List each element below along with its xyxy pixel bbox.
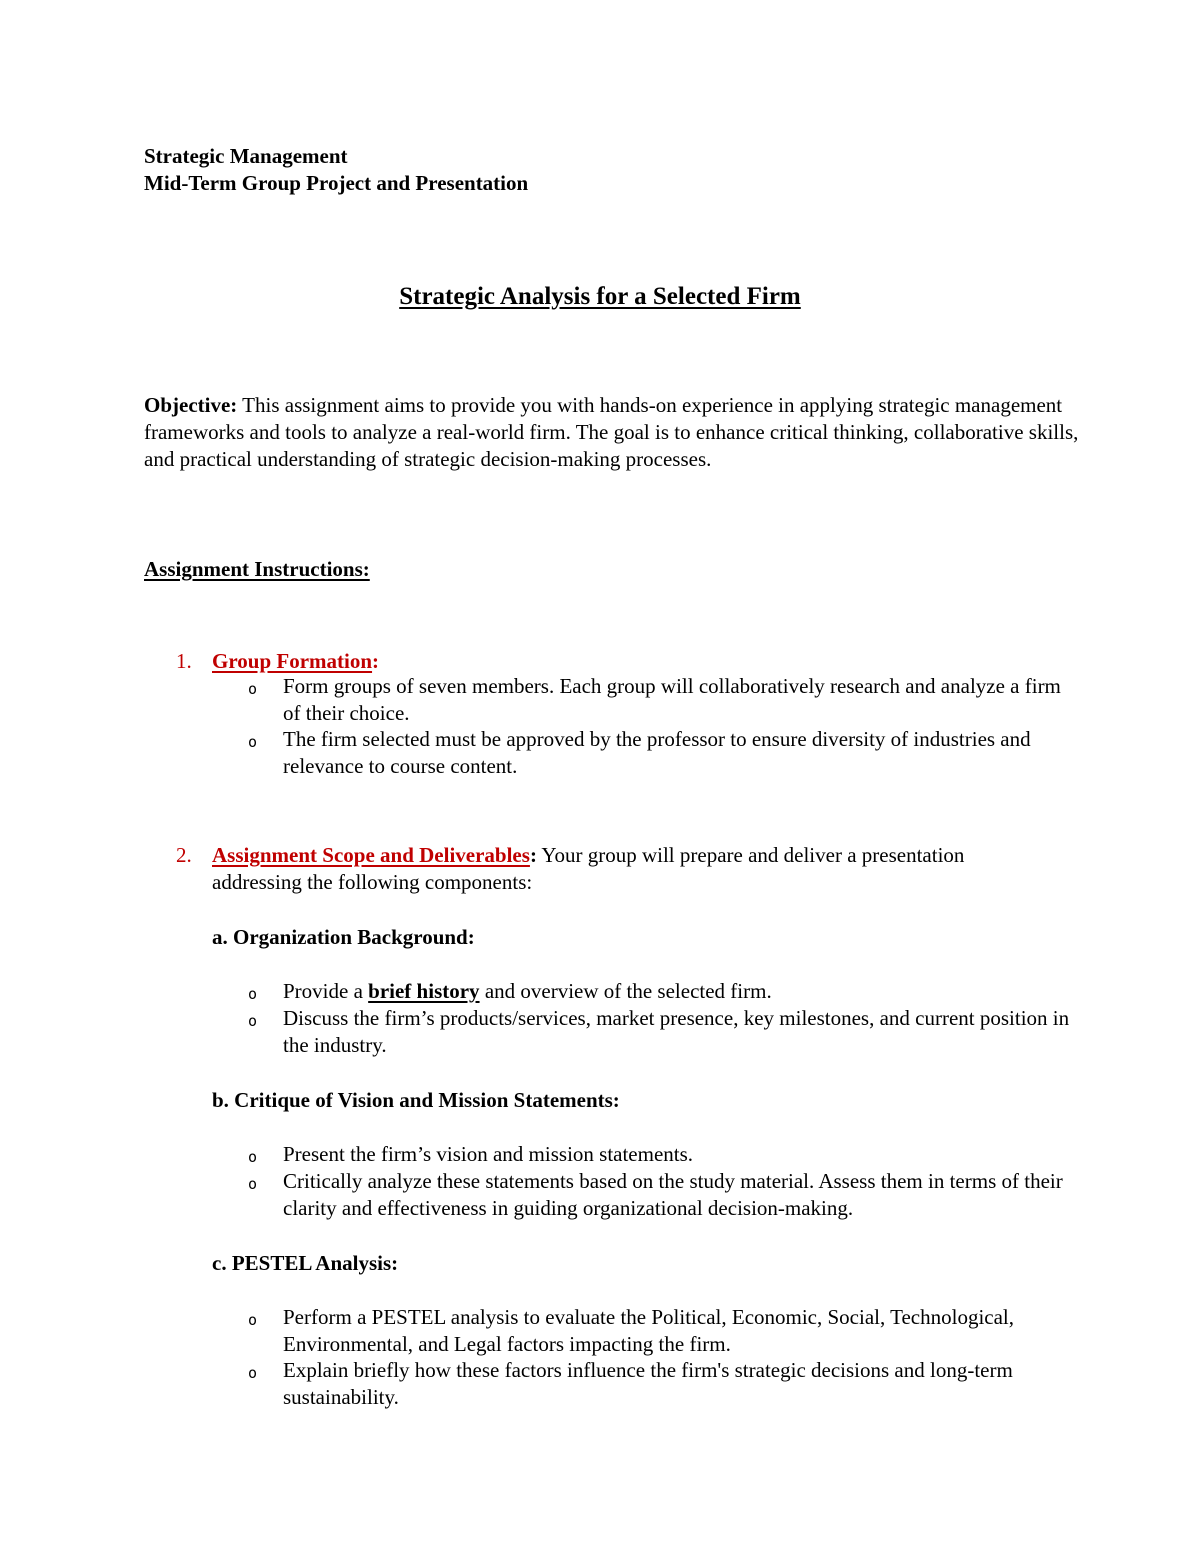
list-item: Form groups of seven members. Each group will collaboratively research and analyze a firm of their choice. bbox=[283, 674, 1061, 725]
section-number: 1. bbox=[176, 649, 192, 673]
section-intro: Your group will prepare and deliver a presentation bbox=[536, 843, 965, 867]
section-number: 2. bbox=[176, 843, 192, 867]
section-heading-scope bbox=[212, 842, 964, 869]
project-name: Mid-Term Group Project and Presentation bbox=[144, 171, 529, 195]
bullet-icon: o bbox=[248, 1148, 258, 1166]
list-item bbox=[283, 978, 1083, 1005]
list-item-text: and overview of the selected firm. bbox=[479, 979, 772, 1003]
list-item-text: Provide a bbox=[283, 979, 369, 1003]
list-item: Explain briefly how these factors influence the firm's strategic decisions and long-term sustainability. bbox=[283, 1358, 1013, 1409]
instructions-heading: Assignment Instructions: bbox=[144, 557, 370, 581]
objective-paragraph bbox=[144, 392, 1084, 473]
bullet-icon: o bbox=[248, 1364, 258, 1382]
bullet-icon: o bbox=[248, 1175, 258, 1193]
list-item: Critically analyze these statements based on the study material. Assess them in terms of their clarity and effectiveness in guiding organizational decision-making. bbox=[283, 1169, 1063, 1220]
bullet-icon: o bbox=[248, 680, 258, 698]
objective-text: This assignment aims to provide you with hands-on experience in applying strategic management frameworks and tools to analyze a real-world firm. The goal is to enhance critical thinking, collaborative skills, and practical understanding of strategic decision-making processes. bbox=[144, 393, 1079, 471]
section-colon: : bbox=[372, 649, 380, 673]
bullet-icon: o bbox=[248, 985, 258, 1003]
section-intro-continued: addressing the following components: bbox=[212, 870, 533, 894]
subsection-heading-critique: b. Critique of Vision and Mission Statements: bbox=[212, 1088, 620, 1112]
list-item: The firm selected must be approved by the professor to ensure diversity of industries and relevance to course content. bbox=[283, 727, 1031, 778]
section-label: Group Formation bbox=[212, 649, 373, 673]
section-heading-group-formation bbox=[212, 648, 379, 675]
list-item: Perform a PESTEL analysis to evaluate the Political, Economic, Social, Technological, Environmental, and Legal factors impacting the firm. bbox=[283, 1305, 1015, 1356]
bullet-icon: o bbox=[248, 1311, 258, 1329]
bullet-icon: o bbox=[248, 733, 258, 751]
section-colon: : bbox=[529, 843, 537, 867]
list-item: Present the firm’s vision and mission statements. bbox=[283, 1142, 694, 1166]
subsection-heading-organization: a. Organization Background: bbox=[212, 925, 475, 949]
objective-label: Objective: bbox=[144, 393, 238, 417]
bullet-icon: o bbox=[248, 1012, 258, 1030]
course-name: Strategic Management bbox=[144, 144, 348, 168]
subsection-heading-pestel: c. PESTEL Analysis: bbox=[212, 1251, 399, 1275]
page-title: Strategic Analysis for a Selected Firm bbox=[399, 283, 801, 310]
emphasis-text: brief history bbox=[368, 979, 480, 1003]
list-item: Discuss the firm’s products/services, market presence, key milestones, and current position in the industry. bbox=[283, 1006, 1070, 1057]
section-label: Assignment Scope and Deliverables bbox=[212, 843, 530, 867]
